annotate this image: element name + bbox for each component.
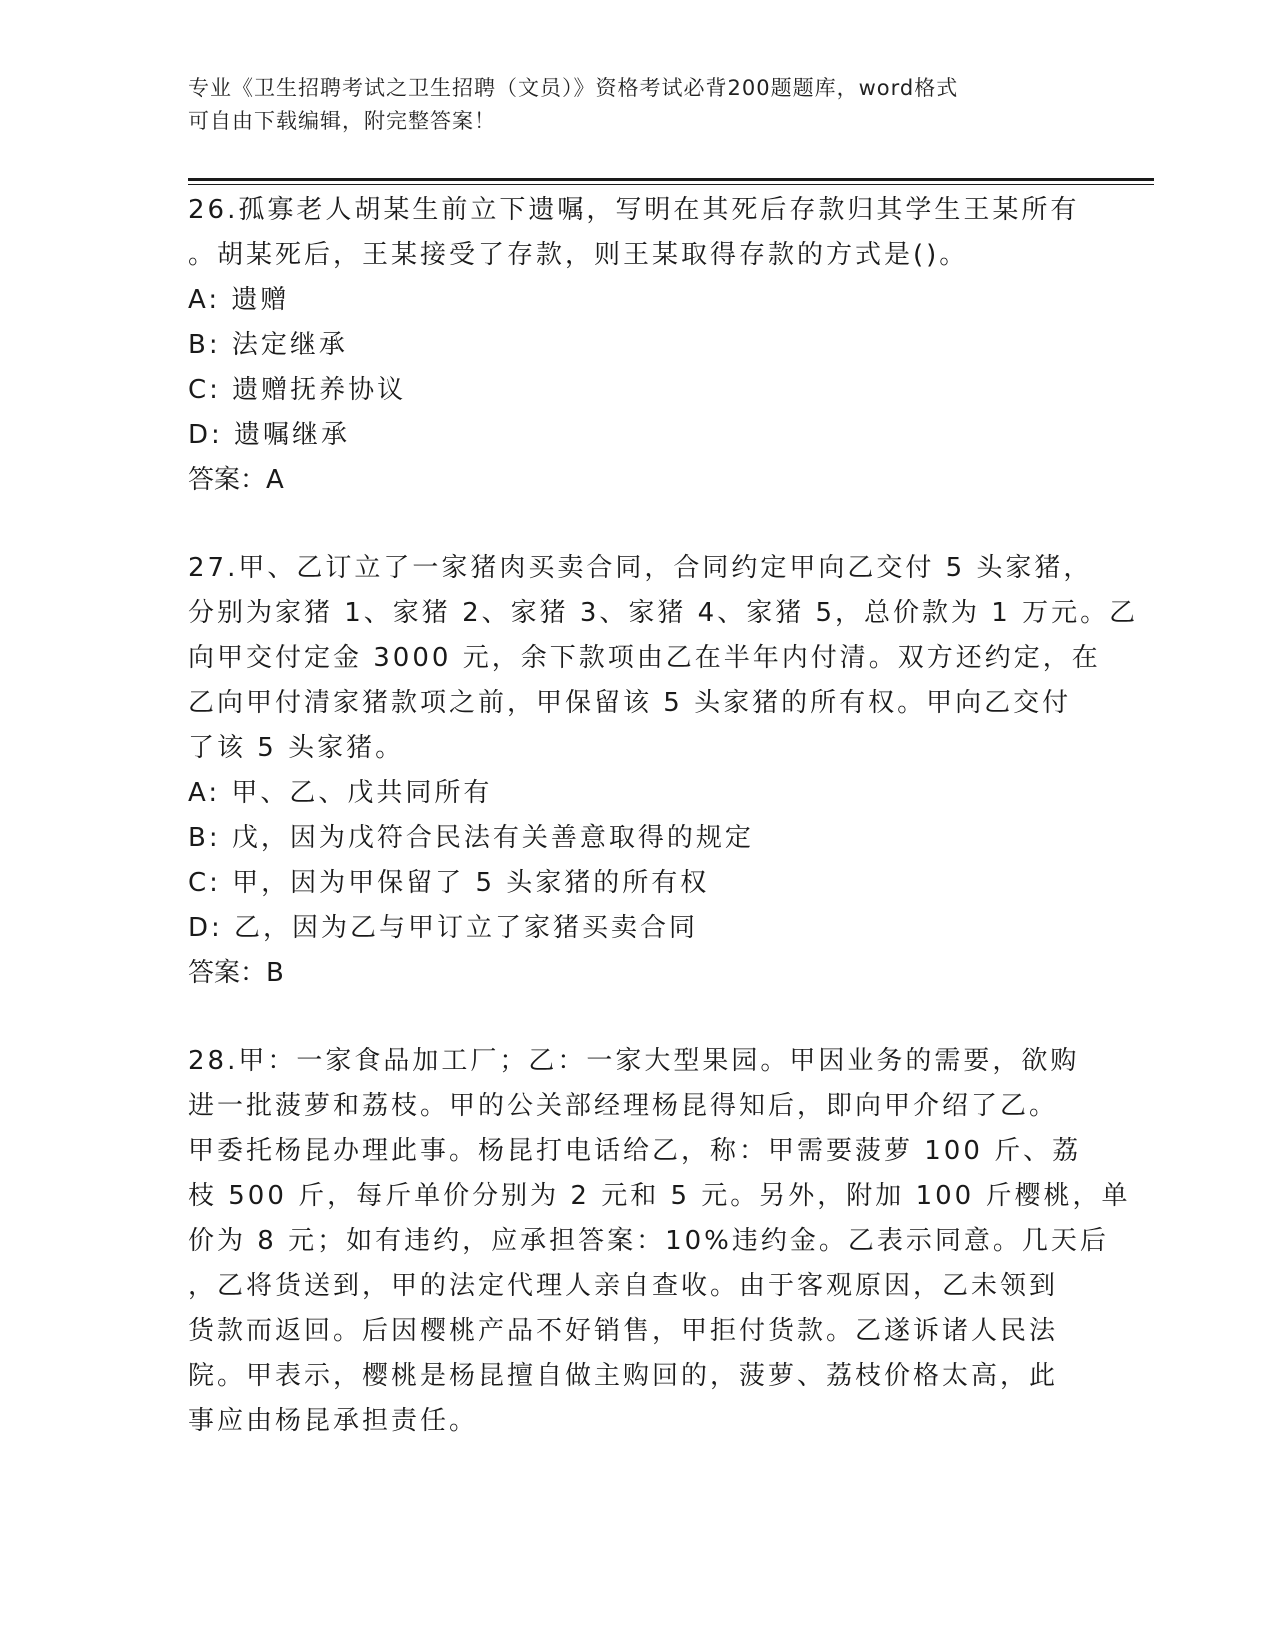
stem-line: 事应由杨昆承担责任。 bbox=[188, 1406, 479, 1436]
header-divider-thick bbox=[188, 178, 1154, 181]
option-d: D: 乙，因为乙与甲订立了家猪买卖合同 bbox=[188, 913, 699, 943]
stem-line: 26.孤寡老人胡某生前立下遗嘱，写明在其死后存款归其学生王某所有 bbox=[188, 195, 1080, 225]
stem-line: 。胡某死后，王某接受了存款，则王某取得存款的方式是()。 bbox=[188, 240, 969, 270]
header-title-line-1: 专业《卫生招聘考试之卫生招聘（文员）》资格考试必背200题题库，word格式 bbox=[188, 76, 959, 100]
answer-label: 答案：A bbox=[188, 465, 284, 495]
question-stem bbox=[188, 1039, 1131, 1444]
stem-line: 进一批菠萝和荔枝。甲的公关部经理杨昆得知后，即向甲介绍了乙。 bbox=[188, 1091, 1059, 1121]
page-header bbox=[188, 72, 1088, 138]
stem-line: 价为 8 元；如有违约，应承担答案：10%违约金。乙表示同意。几天后 bbox=[188, 1226, 1109, 1256]
stem-line: 27.甲、乙订立了一家猪肉买卖合同，合同约定甲向乙交付 5 头家猪， bbox=[188, 553, 1093, 583]
stem-line: 乙向甲付清家猪款项之前，甲保留该 5 头家猪的所有权。甲向乙交付 bbox=[188, 688, 1072, 718]
question-spacer bbox=[188, 996, 1088, 1039]
question-list bbox=[188, 188, 1139, 1444]
question-27 bbox=[188, 546, 1139, 996]
question-spacer bbox=[188, 503, 1088, 546]
header-divider-thin bbox=[188, 184, 1154, 185]
stem-line: 分别为家猪 1、家猪 2、家猪 3、家猪 4、家猪 5，总价款为 1 万元。乙 bbox=[188, 598, 1139, 628]
stem-line: 院。甲表示，樱桃是杨昆擅自做主购回的，菠萝、荔枝价格太高，此 bbox=[188, 1361, 1059, 1391]
option-c: C: 甲，因为甲保留了 5 头家猪的所有权 bbox=[188, 868, 710, 898]
stem-line: 向甲交付定金 3000 元，余下款项由乙在半年内付清。双方还约定，在 bbox=[188, 643, 1101, 673]
header-title-line-2: 可自由下载编辑，附完整答案！ bbox=[188, 109, 496, 133]
stem-line: 了该 5 头家猪。 bbox=[188, 733, 405, 763]
option-b: B: 法定继承 bbox=[188, 330, 348, 360]
stem-line: 28.甲：一家食品加工厂；乙：一家大型果园。甲因业务的需要，欲购 bbox=[188, 1046, 1080, 1076]
question-stem bbox=[188, 546, 1139, 771]
option-d: D: 遗嘱继承 bbox=[188, 420, 351, 450]
option-b: B: 戊，因为戊符合民法有关善意取得的规定 bbox=[188, 823, 754, 853]
stem-line: 货款而返回。后因樱桃产品不好销售，甲拒付货款。乙遂诉诸人民法 bbox=[188, 1316, 1059, 1346]
option-a: A: 甲、乙、戊共同所有 bbox=[188, 778, 493, 808]
answer-label: 答案：B bbox=[188, 958, 284, 988]
option-c: C: 遗赠抚养协议 bbox=[188, 375, 407, 405]
question-26 bbox=[188, 188, 1088, 503]
question-stem bbox=[188, 188, 1088, 278]
option-a: A: 遗赠 bbox=[188, 285, 290, 315]
question-28 bbox=[188, 1039, 1131, 1444]
stem-line: 甲委托杨昆办理此事。杨昆打电话给乙，称：甲需要菠萝 100 斤、荔 bbox=[188, 1136, 1082, 1166]
stem-line: ，乙将货送到，甲的法定代理人亲自查收。由于客观原因，乙未领到 bbox=[188, 1271, 1059, 1301]
stem-line: 枝 500 斤，每斤单价分别为 2 元和 5 元。另外，附加 100 斤樱桃，单 bbox=[188, 1181, 1131, 1211]
